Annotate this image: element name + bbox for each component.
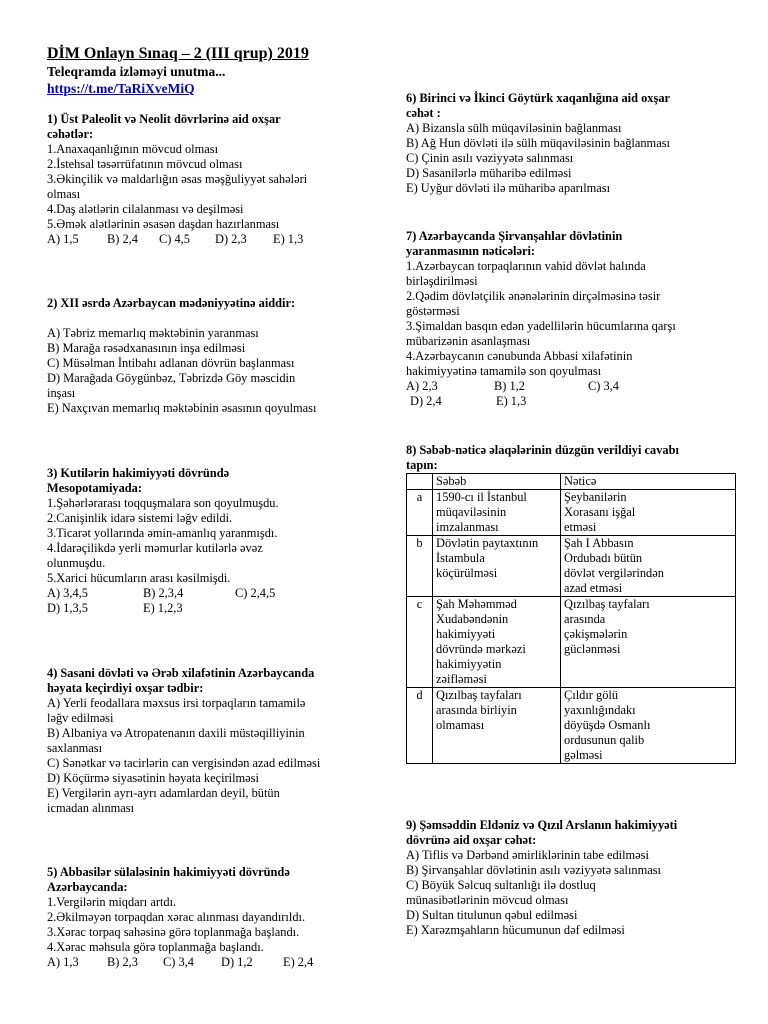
cell-line: döyüşdə Osmanlı: [564, 718, 651, 732]
answer-option: C) 3,4: [588, 379, 619, 393]
question-heading: cəhətlər:: [47, 127, 94, 141]
cell-line: arasında: [564, 612, 606, 626]
question-heading: 9) Şəmsəddin Eldəniz və Qızıl Arslanın hakimiyyəti: [406, 818, 678, 832]
cause-cell: [433, 490, 561, 536]
question-line: B) Marağa rəsədxanasının inşa edilməsi: [47, 341, 246, 355]
question-heading: 7) Azərbaycanda Şirvanşahlar dövlətinin: [406, 229, 623, 243]
question-line: A) Yerli feodallara məxsus irsi torpaqların tamamilə: [47, 696, 306, 710]
effect-cell: [561, 490, 736, 536]
question-line: saxlanması: [47, 741, 103, 755]
question-line: 4.İdarəçilikdə yerli məmurlar kutilərlə əvəz: [47, 541, 263, 555]
row-letter: c: [407, 597, 433, 688]
table-header-cell: Nəticə: [561, 474, 736, 490]
question-line: mübarizənin asanlaşması: [406, 334, 531, 348]
question-line: C) Böyük Səlcuq sultanlığı ilə dostluq: [406, 878, 596, 892]
question-4: [47, 666, 365, 816]
question-line: [47, 311, 365, 326]
question-line: E) Xarəzmşahların hücumunun dəf edilməsi: [406, 923, 625, 937]
cell-line: olmaması: [436, 718, 485, 732]
question-line: B) Albaniya və Atropatenanın daxili müstəqilliyinin: [47, 726, 305, 740]
cell-line: çəkişmələrin: [564, 627, 628, 641]
answer-row: [47, 586, 365, 601]
question-line: D) Marağada Göygünbəz, Təbrizdə Göy məscidin: [47, 371, 296, 385]
question-heading: 6) Birinci və İkinci Göytürk xaqanlığına aid oxşar: [406, 91, 671, 105]
cell-line: Qızılbaş tayfaları: [564, 597, 650, 611]
row-letter: b: [407, 536, 433, 597]
answer-option: B) 2,3: [107, 955, 138, 969]
cell-line: güclənməsi: [564, 642, 621, 656]
cell-line: dövründə mərkəzi: [436, 642, 526, 656]
table-header-cell: Səbəb: [433, 474, 561, 490]
question-line: 4.Azərbaycanın cənubunda Abbasi xilafətinin: [406, 349, 633, 363]
question-line: D) Sasanilərlə müharibə edilməsi: [406, 166, 572, 180]
question-7: [406, 229, 736, 409]
cell-line: Şeybanilərin: [564, 490, 627, 504]
question-line: D) Köçürmə siyasətinin həyata keçirilməsi: [47, 771, 259, 785]
question-line: E) Naxçıvan memarlıq məktəbinin əsasının qoyulması: [47, 401, 317, 415]
answer-option: C) 4,5: [159, 232, 190, 246]
question-line: icmadan alınması: [47, 801, 135, 815]
question-line: A) Təbriz memarlıq məktəbinin yaranması: [47, 326, 259, 340]
question-line: 4.Xərac məhsula görə toplanmağa başlandı.: [47, 940, 264, 954]
cell-line: Xudabəndənin: [436, 612, 509, 626]
cell-line: İstambula: [436, 551, 485, 565]
answer-option: B) 2,3,4: [143, 586, 184, 600]
question-line: C) Sənətkar və tacirlərin can vergisindən azad edilməsi: [47, 756, 321, 770]
question-heading: Mesopotamiyada:: [47, 481, 142, 495]
question-line: 3.Şimaldan basqın edən yadellilərin hücumlarına qarşı: [406, 319, 676, 333]
table-row: [407, 490, 736, 536]
cell-line: Şah I Abbasın: [564, 536, 634, 550]
cell-line: Ordubadı bütün: [564, 551, 643, 565]
question-line: 5.Əmək alətlərinin əsasən daşdan hazırlanması: [47, 217, 280, 231]
page-subtitle: Teleqramda izləməyi unutma...: [47, 64, 226, 79]
cause-effect-table: [406, 473, 736, 764]
question-line: 2.Qədim dövlətçilik ənənələrinin dirçəlməsinə təsir: [406, 289, 661, 303]
answer-row: [47, 955, 365, 970]
table-header-cell: [407, 474, 433, 490]
question-heading: dövrünə aid oxşar cəhət:: [406, 833, 537, 847]
question-9: [406, 818, 736, 938]
question-heading: cəhət :: [406, 106, 441, 120]
question-heading: 8) Səbəb-nəticə əlaqələrinin düzgün verildiyi cavabı: [406, 443, 679, 457]
answer-option: A) 1,5: [47, 232, 79, 246]
question-line: ləğv edilməsi: [47, 711, 114, 725]
question-line: 3.Ticarət yollarında əmin-amanlıq yaranmışdı.: [47, 526, 278, 540]
question-1: [47, 112, 365, 247]
cell-line: Çıldır gölü: [564, 688, 619, 702]
cell-line: arasında birliyin: [436, 703, 517, 717]
cell-line: Xorasanı işğal: [564, 505, 636, 519]
cell-line: Dövlətin paytaxtının: [436, 536, 539, 550]
question-line: 5.Xarici hücumların arası kəsilmişdi.: [47, 571, 231, 585]
question-line: A) Tiflis və Dərbənd əmirliklərinin tabe edilməsi: [406, 848, 649, 862]
question-5: [47, 865, 365, 970]
row-letter: a: [407, 490, 433, 536]
cell-line: yaxınlığındakı: [564, 703, 636, 717]
answer-option: E) 1,2,3: [143, 601, 183, 615]
table-row: [407, 688, 736, 764]
question-line: 3.Xərac torpaq sahəsinə görə toplanmağa başlandı.: [47, 925, 300, 939]
answer-option: B) 2,4: [107, 232, 138, 246]
question-line: C) Çinin asılı vəziyyətə salınması: [406, 151, 574, 165]
table-row: [407, 597, 736, 688]
answer-row: [47, 232, 365, 247]
question-line: inşası: [47, 386, 76, 400]
answer-row: [47, 601, 365, 616]
question-heading: 4) Sasani dövləti və Ərəb xilafətinin Azərbaycanda: [47, 666, 315, 680]
answer-option: E) 1,3: [496, 394, 527, 408]
question-line: hakimiyyətinə tamamilə son qoyulması: [406, 364, 602, 378]
table-header-row: [407, 474, 736, 490]
answer-option: A) 3,4,5: [47, 586, 88, 600]
cause-cell: [433, 597, 561, 688]
question-2: [47, 296, 365, 416]
row-letter: d: [407, 688, 433, 764]
question-6: [406, 91, 736, 196]
question-line: 3.Əkinçilik və maldarlığın əsas məşğuliyyət sahələri: [47, 172, 308, 186]
question-heading: tapın:: [406, 458, 438, 472]
cell-line: müqaviləsinin: [436, 505, 507, 519]
cell-line: gəlməsi: [564, 748, 603, 762]
answer-option: D) 1,2: [221, 955, 253, 969]
question-line: 2.Əkilməyən torpaqdan xərac alınması dayandırıldı.: [47, 910, 306, 924]
cell-line: imzalanması: [436, 520, 499, 534]
left-column: [47, 44, 365, 97]
cell-line: Şah Məhəmməd: [436, 597, 517, 611]
question-line: münasibətlərinin mövcud olması: [406, 893, 569, 907]
answer-option: D) 1,3,5: [47, 601, 88, 615]
cell-line: azad etməsi: [564, 581, 623, 595]
question-line: B) Ağ Hun dövləti ilə sülh müqaviləsinin bağlanması: [406, 136, 670, 150]
question-heading: 3) Kutilərin hakimiyyəti dövründə: [47, 466, 230, 480]
cell-line: dövlət vergilərindən: [564, 566, 664, 580]
cell-line: ordusunun qalib: [564, 733, 645, 747]
cause-cell: [433, 536, 561, 597]
answer-option: B) 1,2: [494, 379, 525, 393]
answer-option: A) 2,3: [406, 379, 438, 393]
question-8: [406, 443, 736, 764]
question-line: B) Şirvanşahlar dövlətinin asılı vəziyyətə salınması: [406, 863, 661, 877]
cell-line: zəifləməsi: [436, 672, 487, 686]
cell-line: hakimiyyətin: [436, 657, 502, 671]
question-heading: 1) Üst Paleolit və Neolit dövrlərinə aid oxşar: [47, 112, 281, 126]
question-3: [47, 466, 365, 616]
answer-option: A) 1,3: [47, 955, 79, 969]
question-line: 2.Canişinlik idarə sistemi ləğv edildi.: [47, 511, 233, 525]
question-line: olması: [47, 187, 81, 201]
question-line: D) Sultan titulunun qəbul edilməsi: [406, 908, 578, 922]
cell-line: Qızılbaş tayfaları: [436, 688, 522, 702]
question-line: E) Vergilərin ayrı-ayrı adamlardan deyil, bütün: [47, 786, 280, 800]
answer-option: C) 3,4: [163, 955, 194, 969]
effect-cell: [561, 597, 736, 688]
cell-line: köçürülməsi: [436, 566, 498, 580]
answer-option: E) 1,3: [273, 232, 304, 246]
question-line: A) Bizansla sülh müqaviləsinin bağlanması: [406, 121, 622, 135]
cause-cell: [433, 688, 561, 764]
answer-row: [406, 394, 736, 409]
question-heading: yaranmasının nəticələri:: [406, 244, 536, 258]
answer-option: D) 2,4: [410, 394, 442, 408]
question-heading: Azərbaycanda:: [47, 880, 128, 894]
cell-line: hakimiyyəti: [436, 627, 496, 641]
question-line: 1.Azərbaycan torpaqlarının vahid dövlət halında: [406, 259, 646, 273]
cell-line: 1590-cı il İstanbul: [436, 490, 527, 504]
page-title: DİM Onlayn Sınaq – 2 (III qrup) 2019: [47, 45, 309, 62]
effect-cell: [561, 536, 736, 597]
telegram-link[interactable]: https://t.me/TaRiXveMiQ: [47, 81, 195, 96]
question-line: 1.Anaxaqanlığının mövcud olması: [47, 142, 219, 156]
answer-option: C) 2,4,5: [235, 586, 276, 600]
question-line: 1.Vergilərin miqdarı artdı.: [47, 895, 177, 909]
question-line: 2.İstehsal təsərrüfatının mövcud olması: [47, 157, 243, 171]
cell-line: etməsi: [564, 520, 597, 534]
question-heading: həyata keçirdiyi oxşar tədbir:: [47, 681, 204, 695]
question-line: E) Uyğur dövləti ilə müharibə aparılması: [406, 181, 611, 195]
effect-cell: [561, 688, 736, 764]
question-heading: 5) Abbasilər sülaləsinin hakimiyyəti dövründə: [47, 865, 290, 879]
answer-option: E) 2,4: [283, 955, 314, 969]
question-line: C) Müsəlman İntibahı adlanan dövrün başlanması: [47, 356, 295, 370]
question-line: 4.Daş alətlərin cilalanması və deşilməsi: [47, 202, 244, 216]
answer-row: [406, 379, 736, 394]
question-heading: 2) XII əsrdə Azərbaycan mədəniyyətinə aiddir:: [47, 296, 296, 310]
question-line: olunmuşdu.: [47, 556, 106, 570]
table-row: [407, 536, 736, 597]
question-line: 1.Şəhərlərarası toqquşmalara son qoyulmuşdu.: [47, 496, 279, 510]
answer-option: D) 2,3: [215, 232, 247, 246]
question-line: birləşdirilməsi: [406, 274, 478, 288]
question-line: göstərməsi: [406, 304, 460, 318]
